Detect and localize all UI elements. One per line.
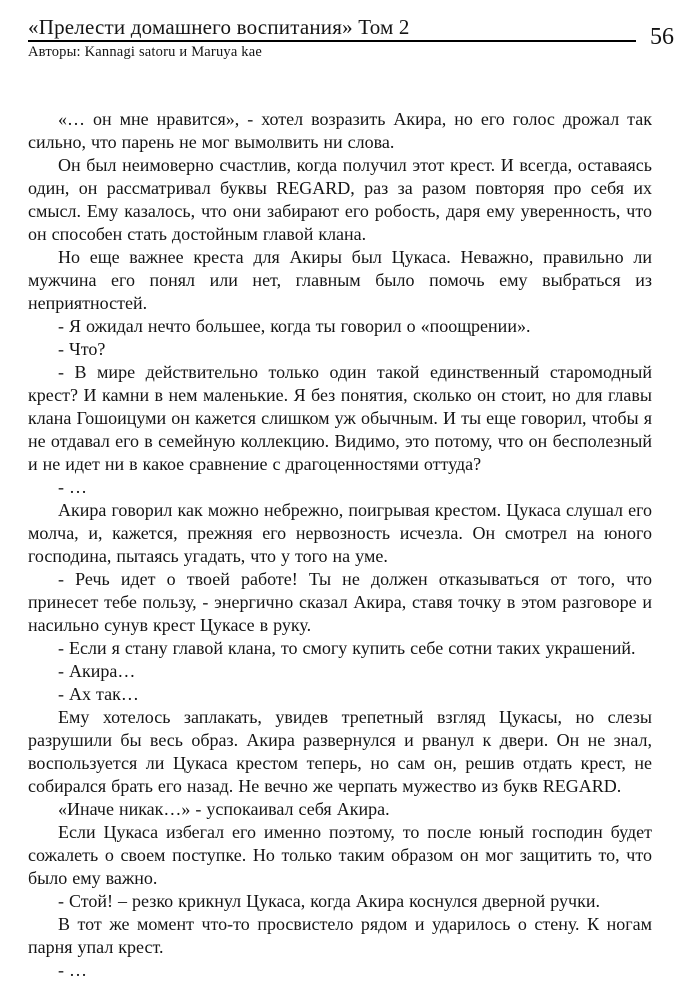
paragraph: - …: [58, 960, 87, 980]
paragraph: «… он мне нравится», - хотел возразить Акира, но его голос дрожал так сильно, что парень не мог вымолвить ни слова.: [28, 109, 652, 152]
paragraph: В тот же момент что-то просвистело рядом и ударилось о стену. К ногам парня упал крест.: [28, 914, 652, 957]
paragraph: - …: [58, 477, 87, 497]
page-body: [28, 108, 652, 982]
paragraph: - В мире действительно только один такой единственный старомодный крест? И камни в нем маленькие. Я без понятия, сколько он стоит, но для главы клана Гошоицуми он кажется слишком уж обычным. И ты еще говорил, чтобы я не отдавал его в семейную коллекцию. Видимо, это потому, что он бесполезный и не идет ни в какое сравнение с драгоценностями оттуда?: [28, 362, 652, 474]
paragraph: «Иначе никак…» - успокаивал себя Акира.: [58, 799, 390, 819]
paragraph: - Стой! – резко крикнул Цукаса, когда Акира коснулся дверной ручки.: [58, 891, 600, 911]
page-header: [28, 15, 674, 50]
paragraph: - Что?: [58, 339, 106, 359]
authors-line: Авторы: Kannagi satoru и Maruya kae: [28, 44, 263, 60]
paragraph: - Речь идет о твоей работе! Ты не должен отказываться от того, что принесет тебе пользу, - энергично сказал Акира, ставя точку в этом разговоре и насильно сунув крест Цукасе в руку.: [28, 569, 652, 635]
page-number: 56: [650, 24, 674, 50]
paragraph: - Я ожидал нечто большее, когда ты говорил о «поощрении».: [58, 316, 531, 336]
book-title: «Прелести домашнего воспитания» Том 2: [28, 15, 636, 42]
paragraph: Если Цукаса избегал его именно поэтому, то после юный господин будет сожалеть о своем поступке. Но только таким образом он мог защитить то, что было ему важно.: [28, 822, 652, 888]
paragraph: - Если я стану главой клана, то смогу купить себе сотни таких украшений.: [58, 638, 636, 658]
paragraph: - Акира…: [58, 661, 136, 681]
paragraph: Акира говорил как можно небрежно, поигрывая крестом. Цукаса слушал его молча, и, кажется, прежняя его нервозность исчезла. Он смотрел на юного господина, пытаясь угадать, что у того на уме.: [28, 500, 652, 566]
paragraph: Он был неимоверно счастлив, когда получил этот крест. И всегда, оставаясь один, он рассматривал буквы REGARD, раз за разом повторяя про себя их смысл. Ему казалось, что они забирают его робость, даря ему уверенность, что он способен стать достойным главой клана.: [28, 155, 652, 244]
paragraph: Ему хотелось заплакать, увидев трепетный взгляд Цукасы, но слезы разрушили бы весь образ. Акира развернулся и рванул к двери. Он не знал, воспользуется ли Цукаса крестом теперь, но сам он, решив отдать крест, не собирался брать его назад. Не вечно же черпать мужество из букв REGARD.: [28, 707, 652, 796]
paragraph: Но еще важнее креста для Акиры был Цукаса. Неважно, правильно ли мужчина его понял или нет, главным было помочь ему выбраться из неприятностей.: [28, 247, 652, 313]
paragraph: - Ах так…: [58, 684, 139, 704]
